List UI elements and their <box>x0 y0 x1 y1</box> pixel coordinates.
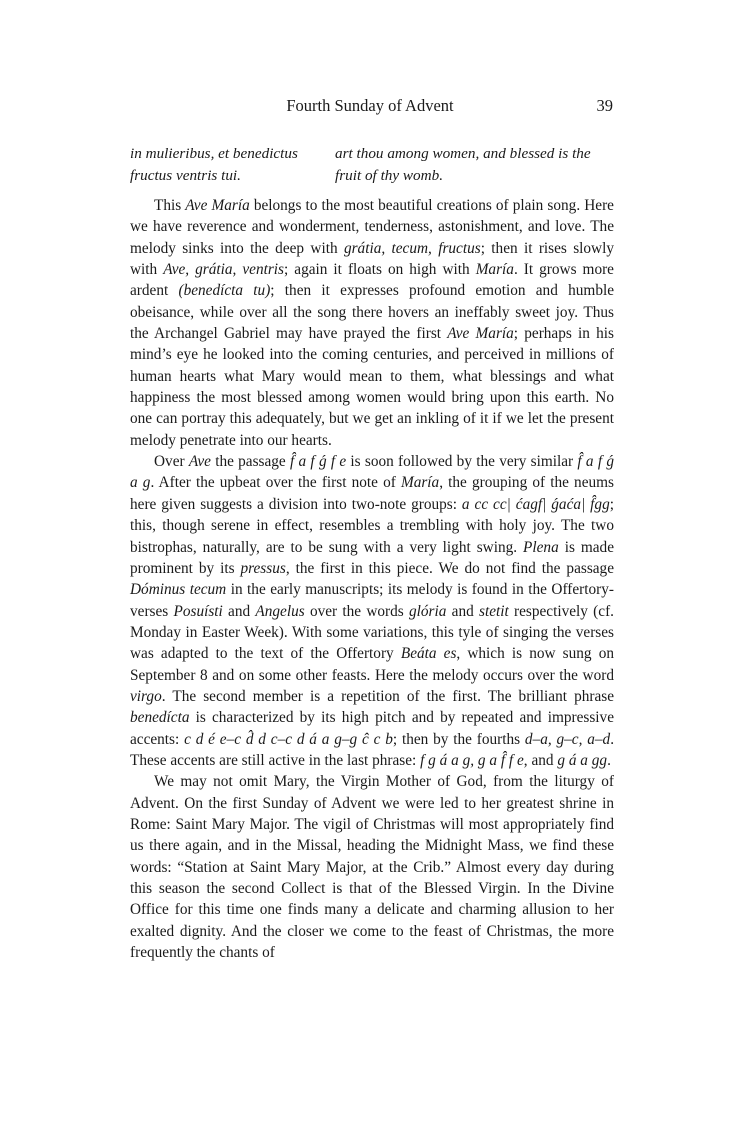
italic-term: Ave María <box>447 325 514 343</box>
running-head <box>130 95 613 117</box>
paragraph: We may not omit Mary, the Virgin Mother of God, from the liturgy of Advent. On the first Sunday of Advent we were led to her greatest shrine in Rome: Saint Mary Major. The vigil of Christmas will most appropriately find us there again, and in the Missal, heading the Midnight Mass, we find these words: “Station at Saint Mary Major, at the Crib.” Almost every day during this season the second Collect is that of the Blessed Virgin. In the Divine Office for this time one finds many a delicate and charming allusion to her exalted dignity. And the closer we come to the feast of Christmas, the more frequently the chants of <box>130 773 614 962</box>
latin-text: in mulieribus, et benedictus fructus ventris tui. <box>130 145 298 184</box>
english-translation: art thou among women, and blessed is the fruit of thy womb. <box>335 145 591 184</box>
italic-term: a cc cc| ćagf| ǵaća| f̂gg <box>461 495 610 513</box>
parallel-text <box>130 143 615 187</box>
italic-term: benedícta <box>130 709 190 727</box>
italic-term: Beáta es <box>400 645 457 663</box>
running-title: Fourth Sunday of Advent <box>286 96 454 115</box>
italic-term: virgo <box>130 687 162 705</box>
italic-term: glória <box>409 602 447 620</box>
italic-term: c d é e–c d̂ d c–c d á a g–g ĉ c b <box>184 730 393 748</box>
italic-term: Posuísti <box>173 602 223 620</box>
paragraph: This Ave María belongs to the most beautiful creations of plain song. Here we have reverence and wonderment, tenderness, astonishment, and love. The melody sinks into the deep with grátia, tecum, fructus; then it rises slowly with Ave, grátia, ventris; again it floats on high with María. It grows more ardent (benedícta tu); then it expresses profound emotion and humble obeisance, while over all the song there hovers an ineffably sweet joy. Thus the Archangel Gabriel may have prayed the first Ave María; perhaps in his mind’s eye he looked into the coming centuries, and perceived in millions of human hearts what Mary would mean to them, what blessings and what happiness the most blessed among women would bring upon this earth. No one can portray this adequately, but we get an inkling of it if we let the present melody penetrate into our hearts. <box>130 197 615 449</box>
italic-term: María <box>400 474 440 492</box>
italic-term: Ave María <box>185 197 250 214</box>
italic-term: (benedícta tu) <box>178 282 271 300</box>
italic-term: Ave, grátia, ventris <box>163 261 285 279</box>
italic-term: d–a, g–c, a–d <box>524 730 611 748</box>
page-number: 39 <box>596 96 613 115</box>
italic-term: María <box>475 261 514 279</box>
italic-term: Ave <box>188 453 211 471</box>
italic-term: pressus <box>240 559 286 577</box>
italic-term: g á a gg <box>557 751 608 769</box>
italic-term: stetit <box>479 602 509 620</box>
body-text <box>130 195 614 963</box>
italic-term: f̂ a f ǵ a g <box>130 453 614 492</box>
italic-term: grátia, tecum, fructus <box>343 239 481 257</box>
italic-term: f g á a g, g a f̂ f e <box>420 751 524 769</box>
italic-term: Plena <box>523 538 559 556</box>
italic-term: Dóminus tecum <box>130 581 227 599</box>
paragraph: Over Ave the passage f̂ a f ǵ f e is soon followed by the very similar f̂ a f ǵ a g. After the upbeat over the first note of María, the grouping of the neums here given suggests a division into two-note groups: a cc cc| ćagf| ǵaća| f̂gg; this, though serene in effect, resembles a trembling with holy joy. The two bistrophas, naturally, are to be sung with a very light swing. Plena is made prominent by its pressus, the first in this piece. We do not find the passage Dóminus tecum in the early manuscripts; its melody is found in the Offertory-verses Posuísti and Angelus over the words glória and stetit respectively (cf. Monday in Easter Week). With some variations, this tyle of singing the verses was adapted to the text of the Offertory Beáta es, which is now sung on September 8 and on some other feasts. Here the melody occurs over the word virgo. The second member is a repetition of the first. The brilliant phrase benedícta is characterized by its high pitch and by repeated and impressive accents: c d é e–c d̂ d c–c d á a g–g ĉ c b; then by the fourths d–a, g–c, a–d. These accents are still active in the last phrase: f g á a g, g a f̂ f e, and g á a gg. <box>130 453 615 769</box>
italic-term: Angelus <box>255 602 305 620</box>
italic-term: f̂ a f ǵ f e <box>290 453 347 471</box>
